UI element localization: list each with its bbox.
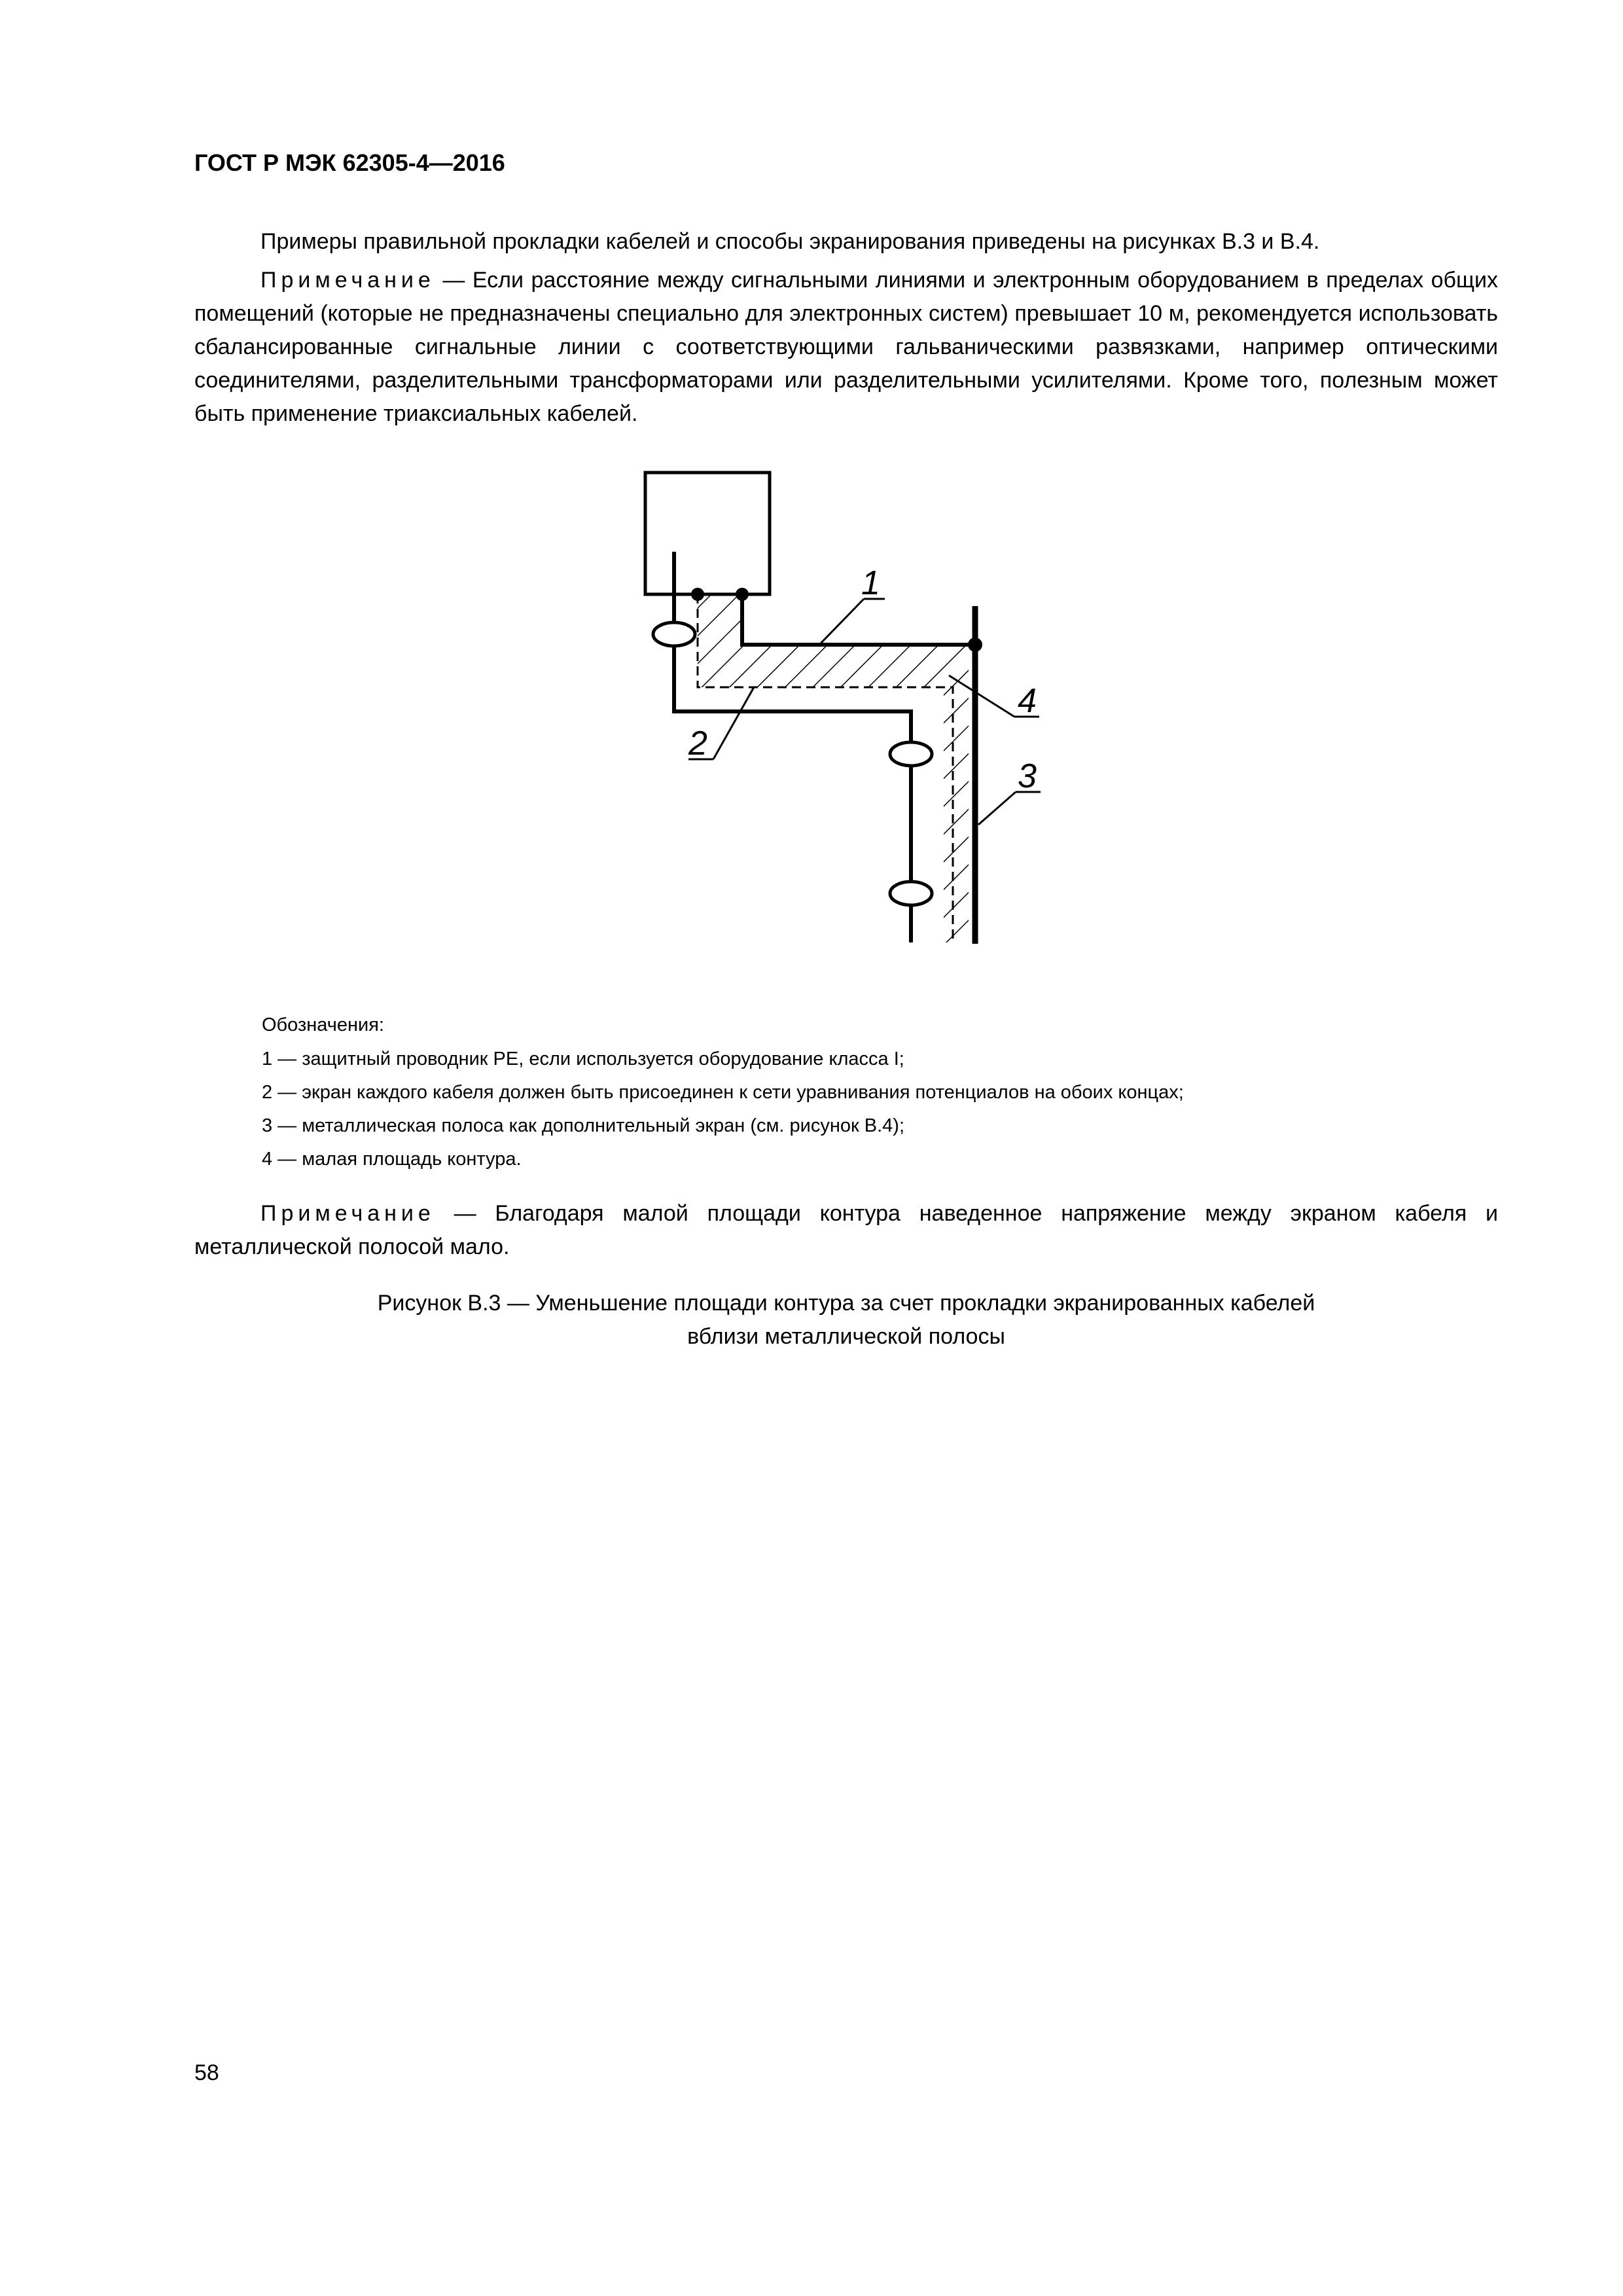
- leader-2: [713, 687, 754, 759]
- note-1-text: — Если расстояние между сигнальными линиями и электронным оборудованием в пределах общих помещений (которые не предназначены специально для электронных систем) превышает 10 м, рекомендуется использовать сбалансированные сигнальные линии с соответствующими гальваническими развязками, например оптическими соединителями, разделительными трансформаторами или разделительными усилителями. Кроме того, полезным может быть применение триаксиальных кабелей.: [194, 268, 1498, 426]
- callout-3: 3: [1018, 757, 1037, 795]
- figure-caption-line-1: Рисунок В.3 — Уменьшение площади контура за счет прокладки экранированных кабелей: [377, 1291, 1315, 1316]
- leader-1: [819, 599, 864, 645]
- callout-2: 2: [688, 725, 707, 762]
- intro-paragraph: Примеры правильной прокладки кабелей и способы экранирования приведены на рисунках В.3 и В.4.: [260, 229, 1320, 254]
- legend-item: 2 — экран каждого кабеля должен быть присоединен к сети уравнивания потенциалов на обоих концах;: [262, 1082, 1184, 1103]
- note-2-text: — Благодаря малой площади контура наведенное напряжение между экраном кабеля и металлической полосой мало.: [194, 1201, 1498, 1259]
- callout-1: 1: [861, 564, 880, 602]
- equipment-box: [645, 473, 770, 594]
- figure-caption: [194, 1287, 1498, 1354]
- document-header: ГОСТ Р МЭК 62305-4—2016: [194, 149, 505, 176]
- cable-tie-3: [890, 882, 932, 905]
- note-1-label: Примечание: [260, 268, 435, 293]
- page-number: 58: [194, 2060, 219, 2085]
- cable-tie-1: [653, 622, 695, 646]
- legend-item: 3 — металлическая полоса как дополнительный экран (см. рисунок В.4);: [262, 1115, 905, 1136]
- cable-tie-2: [890, 742, 932, 766]
- callout-4: 4: [1018, 682, 1037, 720]
- legend-title: Обозначения:: [262, 1014, 384, 1035]
- note-2: [194, 1197, 1498, 1264]
- pe-conductor: [742, 594, 975, 645]
- legend-item: 4 — малая площадь контура.: [262, 1149, 522, 1170]
- legend-item: 1 — защитный проводник РЕ, если используется оборудование класса I;: [262, 1049, 904, 1069]
- figure-caption-line-2: вблизи металлической полосы: [687, 1324, 1005, 1349]
- leader-3: [978, 792, 1016, 825]
- note-2-label: Примечание: [260, 1201, 435, 1226]
- strip-connection-dot: [968, 637, 982, 652]
- pe-connection-dot: [736, 588, 749, 601]
- shield-connection-dot: [691, 588, 704, 601]
